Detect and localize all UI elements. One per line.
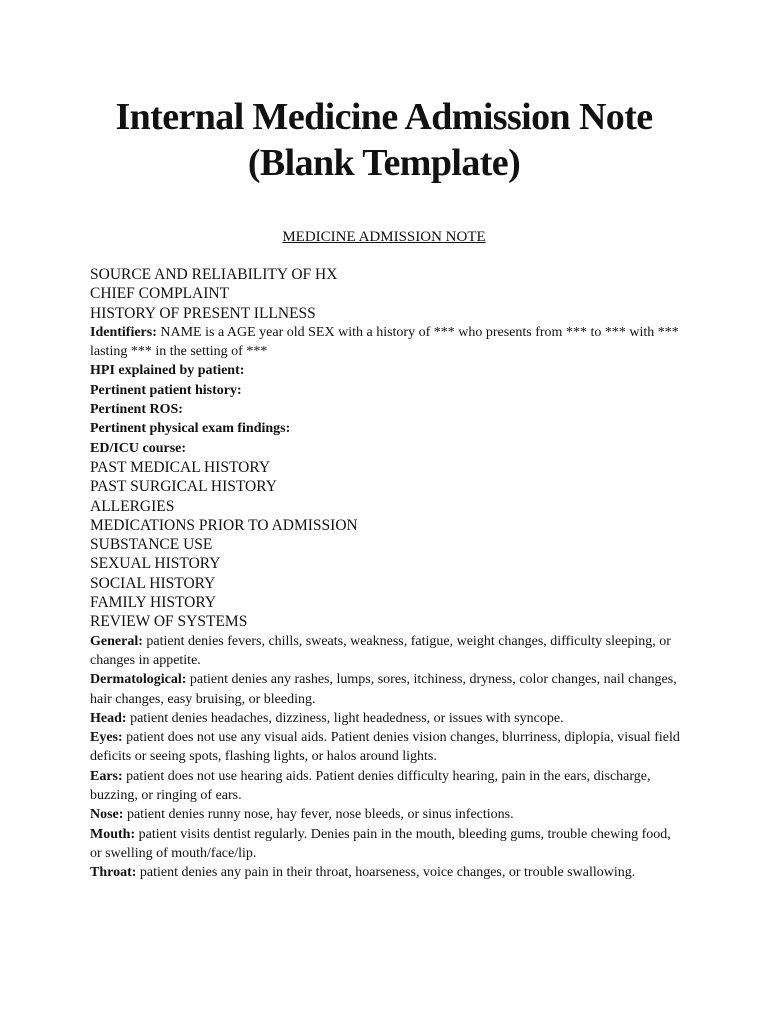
identifiers-paragraph	[90, 323, 680, 362]
ros-item-dermatological	[90, 670, 680, 709]
identifiers-label: Identifiers:	[90, 324, 157, 340]
hpi-label-text: Pertinent physical exam findings:	[90, 421, 291, 437]
ros-item-head	[90, 709, 680, 728]
ros-item-eyes	[90, 728, 680, 767]
ros-item-ears	[90, 767, 680, 806]
document-title-line-2: (Blank Template)	[247, 142, 521, 184]
hpi-label-text: Pertinent ROS:	[90, 402, 183, 418]
section-heading-source-reliability: SOURCE AND RELIABILITY OF HX	[90, 266, 338, 283]
hpi-label-physical-exam	[90, 419, 680, 438]
section-heading-past-medical-history: PAST MEDICAL HISTORY	[90, 458, 271, 476]
ros-item-throat	[90, 863, 680, 882]
hpi-label-ed-icu-course	[90, 439, 680, 458]
ros-label: Dermatological:	[90, 672, 187, 688]
ros-text: patient denies headaches, dizziness, light headedness, or issues with syncope.	[126, 710, 564, 726]
ros-label: Eyes:	[90, 730, 123, 746]
ros-label: Nose:	[90, 807, 124, 823]
ros-label: Throat:	[90, 865, 137, 881]
ros-label: Ears:	[90, 768, 123, 784]
section-heading-allergies: ALLERGIES	[90, 497, 175, 515]
section-heading-family-history: FAMILY HISTORY	[90, 594, 217, 612]
section-heading-hpi: HISTORY OF PRESENT ILLNESS	[90, 304, 316, 322]
ros-text: patient denies runny nose, hay fever, nose bleeds, or sinus infections.	[123, 807, 514, 823]
hpi-label-text: HPI explained by patient:	[90, 363, 245, 379]
section-heading-review-of-systems: REVIEW OF SYSTEMS	[90, 613, 248, 631]
hpi-label-text: ED/ICU course:	[90, 440, 187, 456]
section-heading-past-surgical-history: PAST SURGICAL HISTORY	[90, 478, 277, 496]
ros-label: General:	[90, 633, 143, 649]
ros-text: patient denies any pain in their throat, hoarseness, voice changes, or trouble swallowing.	[136, 865, 636, 881]
hpi-label-pertinent-history	[90, 381, 680, 400]
section-heading-chief-complaint: CHIEF COMPLAINT	[90, 285, 230, 303]
section-heading-substance-use: SUBSTANCE USE	[90, 536, 213, 554]
hpi-label-text: Pertinent patient history:	[90, 382, 242, 398]
section-heading-sexual-history: SEXUAL HISTORY	[90, 555, 221, 573]
ros-item-mouth	[90, 825, 680, 864]
document-title-line-1: Internal Medicine Admission Note	[115, 96, 653, 138]
ros-item-nose	[90, 805, 680, 824]
note-subheading: MEDICINE ADMISSION NOTE	[282, 229, 486, 245]
ros-text: patient visits dentist regularly. Denies pain in the mouth, bleeding gums, trouble chewing food, or swelling of mouth/face/lip.	[90, 826, 671, 861]
ros-label: Head:	[90, 710, 127, 726]
ros-text: patient denies any rashes, lumps, sores, itchiness, dryness, color changes, nail changes, hair changes, easy bruising, or bleeding.	[90, 672, 677, 707]
ros-text: patient denies fevers, chills, sweats, weakness, fatigue, weight changes, difficulty sleeping, or changes in appetite.	[90, 633, 671, 668]
identifiers-text: NAME is a AGE year old SEX with a history of *** who presents from *** to *** with *** lasting *** in the setting of ***	[90, 324, 679, 360]
document-title	[0, 94, 768, 186]
hpi-label-pertinent-ros	[90, 400, 680, 419]
hpi-label-explained-by-patient	[90, 361, 680, 380]
ros-text: patient does not use any visual aids. Patient denies vision changes, blurriness, diplopia, visual field deficits or seeing spots, flashing lights, or halos around lights.	[90, 730, 680, 765]
section-heading-social-history: SOCIAL HISTORY	[90, 574, 216, 592]
ros-item-general	[90, 632, 680, 671]
ros-text: patient does not use hearing aids. Patient denies difficulty hearing, pain in the ears, discharge, buzzing, or ringing of ears.	[90, 768, 651, 804]
note-body	[90, 265, 680, 883]
ros-label: Mouth:	[90, 826, 136, 842]
section-heading-medications: MEDICATIONS PRIOR TO ADMISSION	[90, 516, 358, 534]
